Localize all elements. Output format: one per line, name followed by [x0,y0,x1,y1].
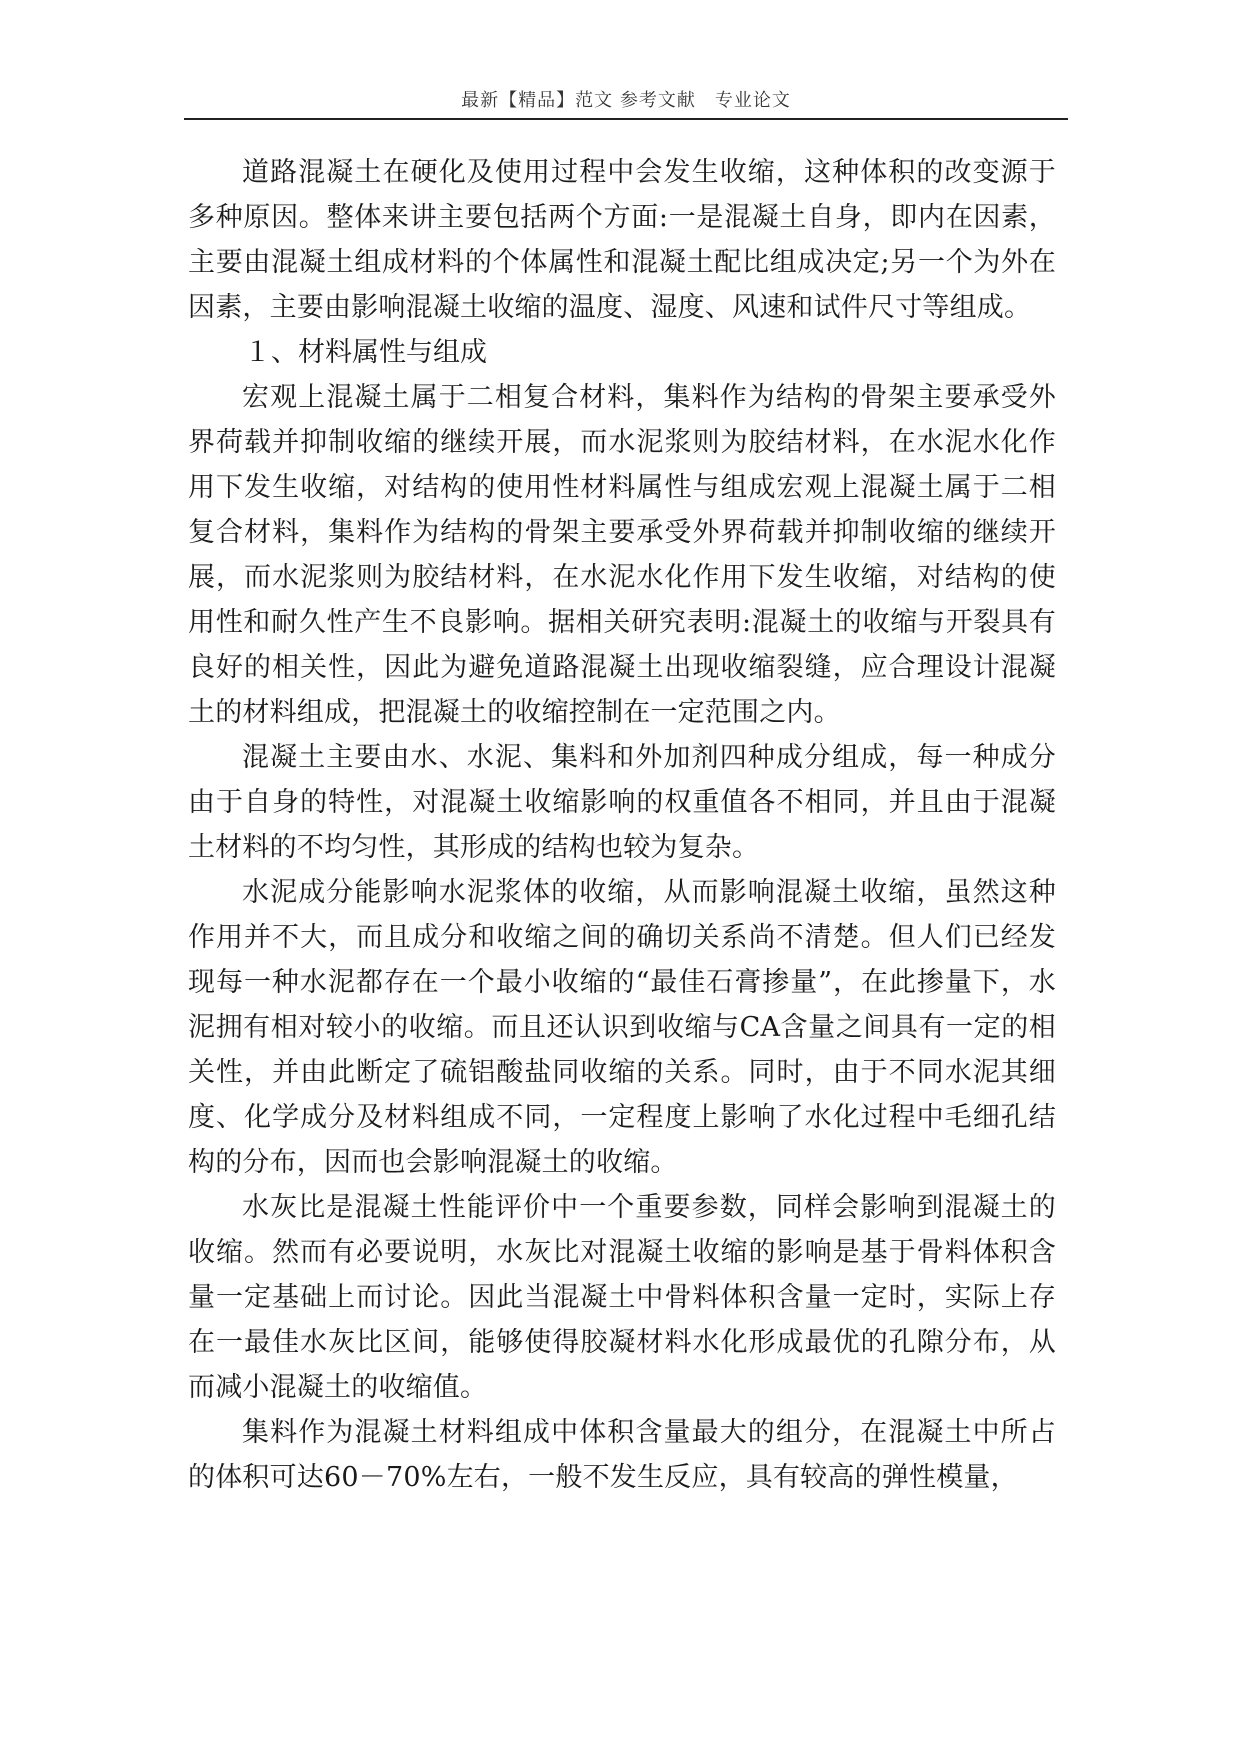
paragraph-intro: 道路混凝土在硬化及使用过程中会发生收缩，这种体积的改变源于多种原因。整体来讲主要包括两个方面:一是混凝土自身，即内在因素，主要由混凝土组成材料的个体属性和混凝土配比组成决定;另一个为外在因素，主要由影响混凝土收缩的温度、湿度、风速和试件尺寸等组成。 [188,157,1056,323]
document-body [188,150,1056,1500]
page-header: 最新【精品】范文 参考文献 专业论文 [461,90,791,111]
paragraph-cement: 水泥成分能影响水泥浆体的收缩，从而影响混凝土收缩，虽然这种作用并不大，而且成分和收缩之间的确切关系尚不清楚。但人们已经发现每一种水泥都存在一个最小收缩的“最佳石膏掺量”，在此掺量下，水泥拥有相对较小的收缩。而且还认识到收缩与CA含量之间具有一定的相关性，并由此断定了硫铝酸盐同收缩的关系。同时，由于不同水泥其细度、化学成分及材料组成不同，一定程度上影响了水化过程中毛细孔结构的分布，因而也会影响混凝土的收缩。 [188,877,1056,1178]
section-heading: １、材料属性与组成 [244,337,487,368]
header-divider [184,118,1068,120]
paragraph-water-cement-ratio: 水灰比是混凝土性能评价中一个重要参数，同样会影响到混凝土的收缩。然而有必要说明，水灰比对混凝土收缩的影响是基于骨料体积含量一定基础上而讨论。因此当混凝土中骨料体积含量一定时，实际上存在一最佳水灰比区间，能够使得胶凝材料水化形成最优的孔隙分布，从而减小混凝土的收缩值。 [188,1192,1056,1403]
paragraph-material: 宏观上混凝土属于二相复合材料，集料作为结构的骨架主要承受外界荷载并抑制收缩的继续开展，而水泥浆则为胶结材料，在水泥水化作用下发生收缩，对结构的使用性材料属性与组成宏观上混凝土属于二相复合材料，集料作为结构的骨架主要承受外界荷载并抑制收缩的继续开展，而水泥浆则为胶结材料，在水泥水化作用下发生收缩，对结构的使用性和耐久性产生不良影响。据相关研究表明:混凝土的收缩与开裂具有良好的相关性，因此为避免道路混凝土出现收缩裂缝，应合理设计混凝土的材料组成，把混凝土的收缩控制在一定范围之内。 [188,382,1056,728]
paragraph-components: 混凝土主要由水、水泥、集料和外加剂四种成分组成，每一种成分由于自身的特性，对混凝土收缩影响的权重值各不相同，并且由于混凝土材料的不均匀性，其形成的结构也较为复杂。 [188,742,1056,863]
paragraph-aggregate: 集料作为混凝土材料组成中体积含量最大的组分，在混凝土中所占的体积可达60－70%左右，一般不发生反应，具有较高的弹性模量， [188,1417,1056,1493]
